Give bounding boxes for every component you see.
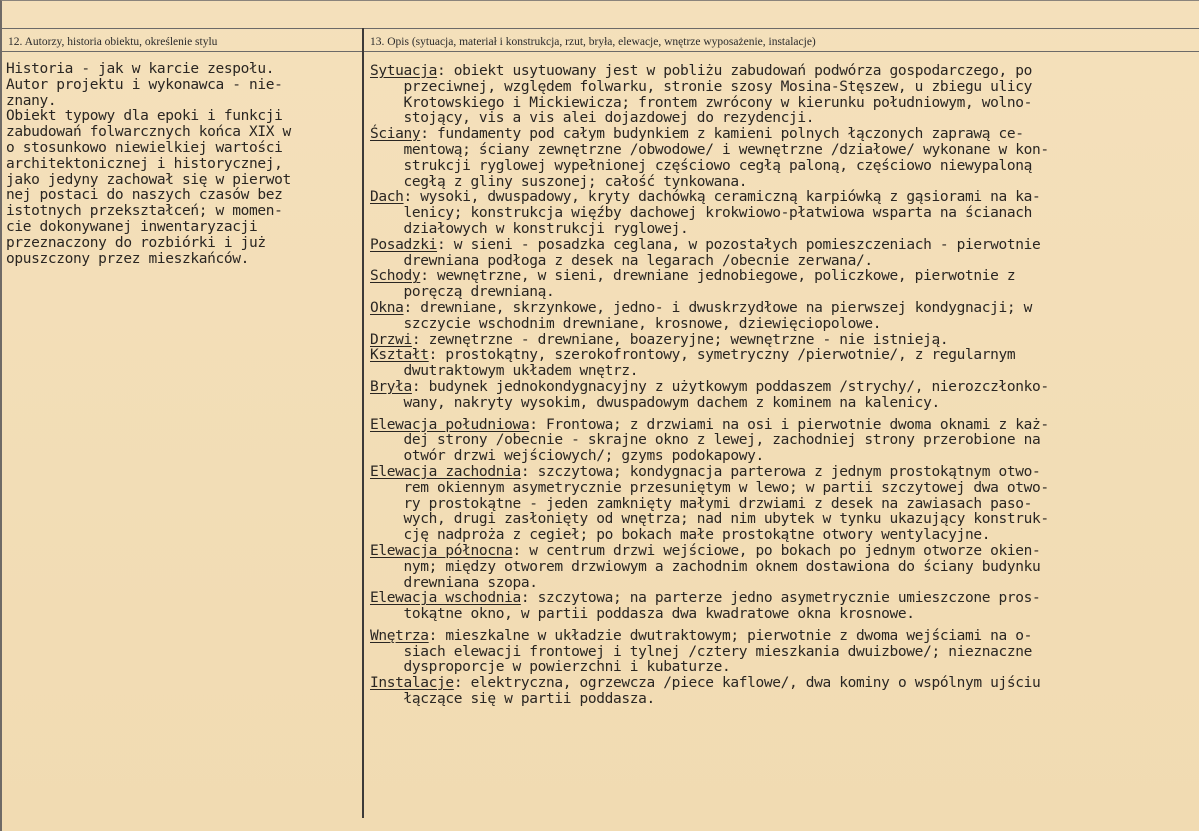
description-line xyxy=(370,96,1049,112)
description-text: drewniana szopa. xyxy=(370,574,538,591)
description-line xyxy=(370,143,1049,159)
description-line xyxy=(370,591,1049,607)
description-text: : elektryczna, ogrzewcza /piece kaflowe/, dwa kominy o wspólnym ujściu xyxy=(453,675,1041,692)
description-term: Bryła xyxy=(370,378,412,395)
history-line: jako jedyny zachował się w pierwot xyxy=(6,171,291,188)
description-line xyxy=(370,333,1049,349)
description-text: stojący, vis a vis alei dojazdowej do rezydencji. xyxy=(370,110,815,127)
description-line xyxy=(370,238,1049,254)
description-text: : mieszkalne w układzie dwutraktowym; pierwotnie z dwoma wejściami na o- xyxy=(428,627,1033,644)
description-term: Instalacje xyxy=(370,675,454,692)
description-line xyxy=(370,692,1049,708)
description-text: : prostokątny, szerokofrontowy, symetryczny /pierwotnie/, z regularnym xyxy=(428,347,1016,364)
description-line xyxy=(370,269,1049,285)
history-line: Historia - jak w karcie zespołu. xyxy=(6,61,275,77)
description-text: cegłą z gliny suszonej; całość tynkowana. xyxy=(370,173,748,190)
description-text: : Frontowa; z drzwiami na osi i pierwotnie dwoma oknami z każ- xyxy=(529,416,1049,433)
description-line xyxy=(370,544,1049,560)
history-line: Obiekt typowy dla epoki i funkcji xyxy=(6,108,283,125)
description-line xyxy=(370,396,1049,412)
description-line xyxy=(370,64,1049,80)
history-line: opuszczony przez mieszkańców. xyxy=(6,250,250,267)
history-line: Autor projektu i wykonawca - nie- xyxy=(6,76,283,93)
section-13-heading: 13. Opis (sytuacja, materiał i konstrukcja, rzut, bryła, elewacje, wnętrze wyposażenie, instalacje) xyxy=(370,36,816,48)
description-term: Dach xyxy=(370,189,404,206)
description-line xyxy=(370,254,1049,270)
history-line: cie dokonywanej inwentaryzacji xyxy=(6,218,258,235)
column-divider xyxy=(362,28,364,818)
description-text: : wewnętrzne, w sieni, drewniane jednobiegowe, policzkowe, pierwotnie z xyxy=(420,268,1016,285)
description-text: : zewnętrzne - drewniane, boazeryjne; wewnętrzne - nie istnieją. xyxy=(411,331,949,348)
description-line xyxy=(370,676,1049,692)
description-text: : szczytowa; na parterze jedno asymetrycznie umieszczone pros- xyxy=(520,590,1041,607)
description-text: rem okiennym asymetrycznie przesuniętym w lewo; w partii szczytowej dwa otwo- xyxy=(370,479,1049,496)
description-text: : budynek jednokondygnacyjny z użytkowym poddaszem /strychy/, nierozczłonko- xyxy=(411,378,1049,395)
description-line xyxy=(370,206,1049,222)
description-term: Elewacja północna xyxy=(370,542,513,559)
history-line: o stosunkowo niewielkiej wartości xyxy=(6,139,283,156)
section-12-body xyxy=(6,62,291,267)
description-line xyxy=(370,576,1049,592)
description-line xyxy=(370,364,1049,380)
description-line xyxy=(370,497,1049,513)
description-term: Sytuacja xyxy=(370,63,438,79)
description-text: dwutraktowym układem wnętrz. xyxy=(370,363,639,380)
description-text: drewniana podłoga z desek na legarach /obecnie zerwana/. xyxy=(370,252,873,269)
description-term: Wnętrza xyxy=(370,627,429,644)
history-line: architektonicznej i historycznej, xyxy=(6,155,283,172)
description-line xyxy=(370,222,1049,238)
description-text: : szczytowa; kondygnacja parterowa z jednym prostokątnym otwo- xyxy=(520,463,1041,480)
description-text: siach elewacji frontowej i tylnej /cztery mieszkania dwuizbowe/; nieznaczne xyxy=(370,643,1032,660)
description-line xyxy=(370,80,1049,96)
description-text: tokątne okno, w partii poddasza dwa kwadratowe okna krosnowe. xyxy=(370,606,915,623)
description-text: poręczą drewnianą. xyxy=(370,284,555,301)
description-line xyxy=(370,317,1049,333)
section-12-heading: 12. Autorzy, historia obiektu, określenie stylu xyxy=(8,36,218,48)
description-term: Elewacja południowa xyxy=(370,416,530,433)
description-term: Posadzki xyxy=(370,236,438,253)
description-line xyxy=(370,127,1049,143)
description-text: wych, drugi zasłonięty od wnętrza; nad nim ubytek w tynku ukazujący konstruk- xyxy=(370,511,1049,528)
description-line xyxy=(370,560,1049,576)
description-line xyxy=(370,433,1049,449)
description-term: Okna xyxy=(370,299,404,316)
description-text: dysproporcje w powierzchni i kubaturze. xyxy=(370,659,731,676)
description-text: : wysoki, dwuspadowy, kryty dachówką ceramiczną karpiówką z gąsiorami na ka- xyxy=(403,189,1041,206)
description-text: strukcji ryglowej wypełnionej częściowo cegłą paloną, częściowo niewypaloną xyxy=(370,157,1032,174)
description-text: nym; między otworem drzwiowym a zachodnim oknem dostawiona do ściany budynku xyxy=(370,558,1041,575)
description-text: : w centrum drzwi wejściowe, po bokach po jednym otworze okien- xyxy=(512,542,1041,559)
history-line: nej postaci do naszych czasów bez xyxy=(6,187,283,204)
description-text: : drewniane, skrzynkowe, jedno- i dwuskrzydłowe na pierwszej kondygnacji; w xyxy=(403,299,1033,316)
header-rule-bottom xyxy=(0,51,1199,52)
description-line xyxy=(370,418,1049,434)
description-line xyxy=(370,285,1049,301)
description-term: Schody xyxy=(370,268,421,285)
description-term: Drzwi xyxy=(370,331,412,348)
header-rule-top xyxy=(0,28,1199,29)
description-line xyxy=(370,449,1049,465)
description-line xyxy=(370,159,1049,175)
description-line xyxy=(370,660,1049,676)
description-text: ry prostokątne - jeden zamknięty małymi drzwiami z desek na zawiasach paso- xyxy=(370,495,1032,512)
description-text: cję nadproża z cegieł; po bokach małe prostokątne otwory wentylacyjne. xyxy=(370,527,991,544)
description-line xyxy=(370,645,1049,661)
description-text: szczycie wschodnim drewniane, krosnowe, dziewięciopolowe. xyxy=(370,315,882,332)
description-text: : obiekt usytuowany jest w pobliżu zabudowań podwórza gospodarczego, po xyxy=(437,63,1033,79)
description-text: otwór drzwi wejściowych/; gzyms podokapowy. xyxy=(370,448,764,465)
history-line: znany. xyxy=(6,92,57,109)
history-line: istotnych przekształceń; w momen- xyxy=(6,203,283,220)
description-line xyxy=(370,512,1049,528)
description-line xyxy=(370,465,1049,481)
description-text: łączące się w partii poddasza. xyxy=(370,691,655,708)
description-line xyxy=(370,528,1049,544)
description-text: dej strony /obecnie - skrajne okno z lewej, zachodniej strony przerobione na xyxy=(370,432,1041,449)
description-line xyxy=(370,301,1049,317)
description-text: lenicy; konstrukcja więźby dachowej krokwiowo-płatwiowa wsparta na ścianach xyxy=(370,205,1032,222)
description-term: Ściany xyxy=(370,126,421,143)
history-line: przeznaczony do rozbiórki i już xyxy=(6,234,266,251)
section-13-body xyxy=(370,64,1049,708)
description-line xyxy=(370,629,1049,645)
description-line xyxy=(370,175,1049,191)
description-text: Krotowskiego i Mickiewicza; frontem zwrócony w kierunku południowym, wolno- xyxy=(370,94,1032,111)
description-line xyxy=(370,481,1049,497)
description-line xyxy=(370,190,1049,206)
description-line xyxy=(370,380,1049,396)
description-term: Kształt xyxy=(370,347,429,364)
description-line xyxy=(370,111,1049,127)
description-text: przeciwnej, względem folwarku, stronie szosy Mosina-Stęszew, u zbiegu ulicy xyxy=(370,78,1032,95)
description-term: Elewacja zachodnia xyxy=(370,463,521,480)
description-line xyxy=(370,348,1049,364)
description-text: : fundamenty pod całym budynkiem z kamieni polnych łączonych zaprawą ce- xyxy=(420,126,1024,143)
history-line: zabudowań folwarcznych końca XIX w xyxy=(6,124,291,141)
description-text: działowych w konstrukcji ryglowej. xyxy=(370,220,689,237)
description-line xyxy=(370,607,1049,623)
description-text: : w sieni - posadzka ceglana, w pozostałych pomieszczeniach - pierwotnie xyxy=(437,236,1041,253)
description-text: mentową; ściany zewnętrzne /obwodowe/ i wewnętrzne /działowe/ wykonane w kon- xyxy=(370,141,1049,158)
description-term: Elewacja wschodnia xyxy=(370,590,521,607)
description-text: wany, nakryty wysokim, dwuspadowym dachem z kominem na kalenicy. xyxy=(370,394,940,411)
